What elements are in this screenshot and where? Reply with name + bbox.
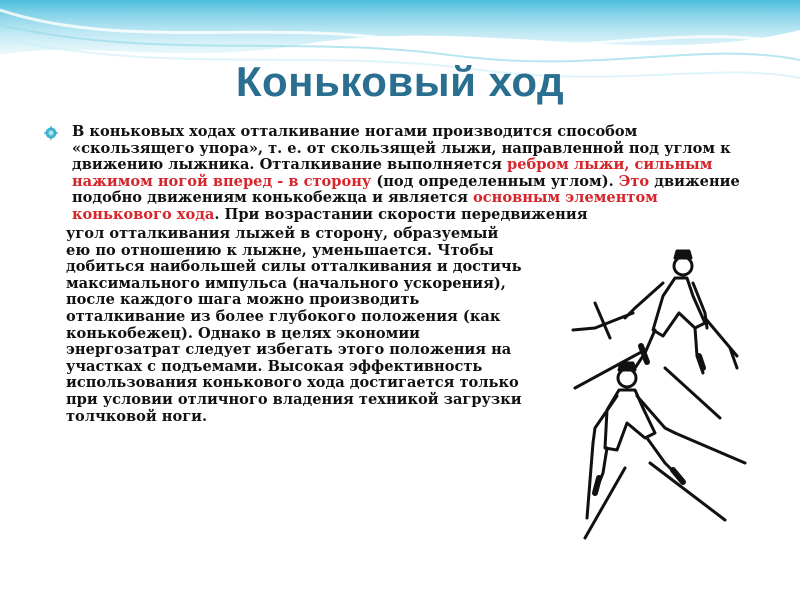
highlight-text: основным элементом конькового хода [72, 189, 658, 223]
text-run: В коньковых ходах отталкивание ногами производится способом «скользящего упора», т. е. от скользящей лыжи, направленной под углом к движению лыжника. Отталкивание выполняется [72, 123, 731, 174]
paragraph-main [72, 124, 762, 224]
text-run: движение подобно движениям конькобежца и является [72, 172, 740, 207]
text-run: . При возрастании скорости передвижения [214, 205, 588, 223]
sparkle-bullet-icon [44, 126, 58, 140]
highlight-text: Это [618, 172, 650, 190]
slide-title: Коньковый ход [235, 58, 565, 105]
text-run: (под определенным углом). [371, 172, 619, 190]
paragraph-continuation: угол отталкивания лыжей в сторону, образуемый ею по отношению к лыжне, уменьшается. Чтобы добиться наибольшей силы отталкивания и достичь максимального импульса (начального ускорения), после каждого шага можно производить отталкивание из более глубокого положения (как конькобежец). Однако в целях экономии энергозатрат следует избегать этого положения на участках с подъемами. Высокая эффективность использования конькового хода достигается только при условии отличного владения техникой загрузки толчковой ноги. [66, 225, 522, 425]
highlight-text: ребром лыжи, сильным нажимом ногой вперед - в сторону [72, 156, 713, 190]
skating-skiers-illustration [555, 238, 760, 543]
